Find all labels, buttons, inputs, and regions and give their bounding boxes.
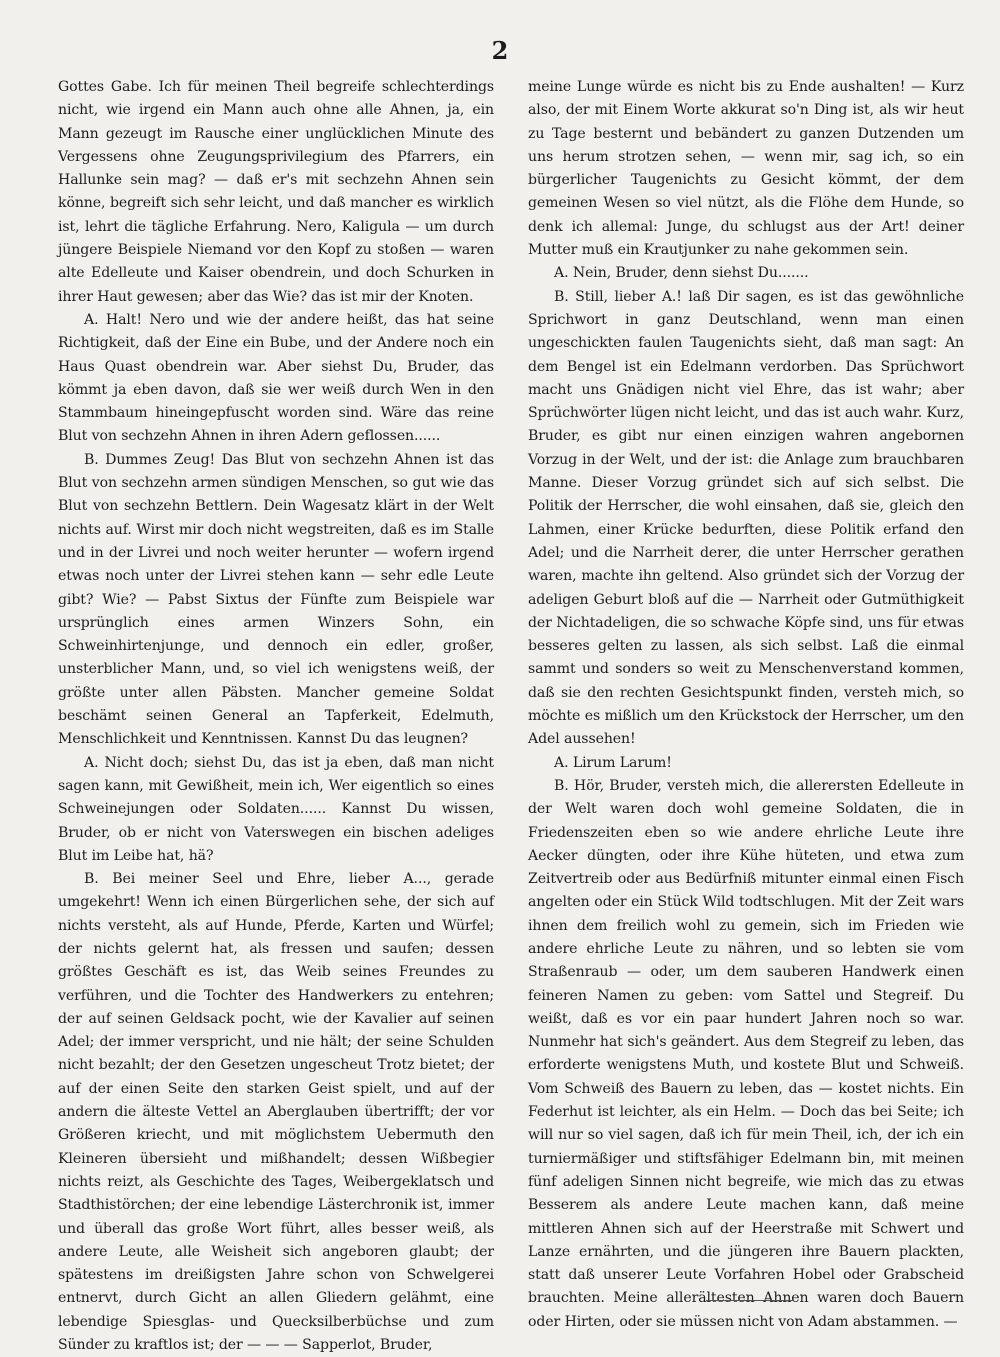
paragraph: A. Nicht doch; siehst Du, das ist ja eben, daß man nicht sagen kann, mit Gewißheit, mein ich, Wer eigentlich so eines Schweinejungen oder Soldaten...... Kannst Du wissen, Bruder, ob er nicht von Vaterswegen ein bischen adeliges Blut im Leibe hat, hä?	[58, 754, 494, 864]
paragraph: A. Halt! Nero und wie der andere heißt, das hat seine Richtigkeit, daß der Eine ein Bube, und der Andere noch ein Haus Quast obendrein war. Aber siehst Du, Bruder, das kömmt ja eben davon, daß sie wer weiß durch Wen in den Stammbaum hineingepfuscht worden sind. Wäre das reine Blut von sechzehn Ahnen in ihren Adern geflossen......	[58, 311, 494, 445]
page-number: 2	[491, 36, 509, 65]
paragraph: Gottes Gabe. Ich für meinen Theil begreife schlechterdings nicht, wie irgend ein Mann auch ohne alle Ahnen, ja, ein Mann gezeugt im Rausche einer unglücklichen Minute des Vergessens ohne Zeugungsprivilegium des Pfarrers, ein Hallunke sein mag? — daß er's mit sechzehn Ahnen sein könne, begreift sich sehr leicht, und daß mancher es wirklich ist, lehrt die tägliche Erfahrung. Nero, Kaligula — um durch jüngere Beispiele Niemand vor den Kopf zu stoßen — waren alte Edelleute und Kaiser obendrein, und doch Schurken in ihrer Haut gewesen; aber das Wie? das ist mir der Knoten.	[58, 79, 494, 305]
right-column	[528, 76, 964, 1334]
paragraph: B. Still, lieber A.! laß Dir sagen, es ist das gewöhnliche Sprichwort in ganz Deutschland, wenn man einen ungeschickten faulen Taugenichts sieht, daß man sagt: An dem Bengel ist ein Edelmann verdorben. Das Sprüchwort macht uns Gnädigen nicht viel Ehre, das ist wahr; aber Sprüchwörter lügen nicht leicht, und das ist auch wahr. Kurz, Bruder, es gibt nur einen einzigen wahren angebornen Vorzug in der Welt, und der ist: die Anlage zum brauchbaren Manne. Dieser Vorzug gründet sich auf sich selbst. Die Politik der Herrscher, die wohl einsahen, daß sie, gleich den Lahmen, einer Krücke bedurften, diese Politik erfand den Adel; und die Narrheit derer, die unter Herrscher gerathen waren, machte ihn geltend. Also gründet sich der Vorzug der adeligen Geburt bloß auf die — Narrheit oder Gutmüthigkeit der Nichtadeligen, die so schwache Köpfe sind, uns für etwas besseres gelten zu lassen, als sich selbst. Laß die einmal sammt und sonders so weit zu Menschenverstand kommen, daß sie den rechten Gesichtspunkt finden, versteh mich, so möchte es mißlich um den Krückstock der Herrscher, um den Adel aussehen!	[528, 288, 964, 748]
paragraph: A. Lirum Larum!	[554, 754, 672, 771]
end-rule	[706, 1300, 794, 1301]
paragraph: B. Dummes Zeug! Das Blut von sechzehn Ahnen ist das Blut von sechzehn armen sündigen Menschen, so gut wie das Blut von sechzehn Bettlern. Dein Wagesatz klärt in der Welt nichts auf. Wirst mir doch nicht wegstreiten, daß es im Stalle und in der Livrei und noch weiter herunter — wofern irgend etwas noch unter der Livrei stehen kann — sehr edle Leute gibt? Wie? — Pabst Sixtus der Fünfte zum Beispiele war ursprünglich eines armen Winzers Sohn, ein Schweinhirtenjunge, und dennoch ein edler, großer, unsterblicher Mann, und, so viel ich wenigstens weiß, der größte unter allen Päbsten. Mancher gemeine Soldat beschämt seinen General an Tapferkeit, Edelmuth, Menschlichkeit und Kenntnissen. Kannst Du das leugnen?	[58, 451, 494, 748]
paragraph: meine Lunge würde es nicht bis zu Ende aushalten! — Kurz also, der mit Einem Worte akkurat so'n Ding ist, als wir heut zu Tage besternt und bebändert zu ganzen Dutzenden um uns herum strotzen sehen, — wenn mir, sag ich, so ein bürgerlicher Taugenichts zu Gesicht kömmt, der dem gemeinen Wesen so viel nützt, als die Flöhe dem Hunde, so denk ich allemal: Junge, du schlugst aus der Art! deiner Mutter muß ein Krautjunker zu nahe gekommen sein.	[528, 79, 964, 259]
paragraph: B. Bei meiner Seel und Ehre, lieber A..., gerade umgekehrt! Wenn ich einen Bürgerlichen sehe, der sich auf nichts versteht, als auf Hunde, Pferde, Karten und Würfel; der nichts gelernt hat, als fressen und saufen; dessen größtes Geschäft es ist, das Weib seines Freundes zu verführen, und die Tochter des Handwerkers zu entehren; der auf seinen Geldsack pocht, wie der Kavalier auf seinen Adel; der immer verspricht, und nie hält; der seine Schulden nicht bezahlt; der den Gesetzen ungescheut Trotz bietet; der auf der einen Seite den starken Geist spielt, und auf der andern die älteste Vettel an Aberglauben übertrifft; der vor Größeren kriecht, und mit möglichstem Uebermuth den Kleineren übersieht und mißhandelt; dessen Wißbegier nichts reizt, als Geschichte des Tages, Weibergeklatsch und Stadthistörchen; der eine lebendige Lästerchronik ist, immer und überall das große Wort führt, alles besser weiß, als andere Leute, alle Weisheit sich angeboren glaubt; der spätestens im dreißigsten Jahre schon von Schwelgerei entnervt, durch Gicht an allen Gliedern gelähmt, eine lebendige Spiesglas- und Quecksilberbüchse und zum Sünder zu kraftlos ist; der — — — Sapperlot, Bruder,	[58, 871, 494, 1354]
paragraph: A. Nein, Bruder, denn siehst Du.......	[554, 265, 809, 282]
left-column	[58, 76, 494, 1357]
paragraph: B. Hör, Bruder, versteh mich, die allerersten Edelleute in der Welt waren doch wohl gemeine Soldaten, die in Friedenszeiten eben so wie andere ehrliche Leute ihre Aecker düngten, oder ihre Kühe hüteten, und etwa zum Zeitvertreib oder aus Bedürfniß mitunter einmal einen Fisch angelten oder ein Stück Wild todtschlugen. Mit der Zeit wars ihnen dem freilich wohl zu gemein, sich im Frieden wie andere ehrliche Leute zu nähren, und so lebten sie vom Straßenraub — oder, um dem sauberen Handwerk einen feineren Namen zu geben: vom Sattel und Stegreif. Du weißt, daß es vor ein paar hundert Jahren noch so war. Nunmehr hat sich's geändert. Aus dem Stegreif zu leben, das erforderte wenigstens Muth, und kostete Blut und Schweiß. Vom Schweiß des Bauern zu leben, das — kostet nichts. Ein Federhut ist leichter, als ein Helm. — Doch das bei Seite; ich will nur so viel sagen, daß ich für mein Theil, ich, der ich ein turniermäßiger und stiftsfähiger Edelmann bin, mit meinen fünf adeligen Sinnen nicht begreife, wie mich das zu etwas Besserem als andere Leute machen kann, daß meine mittleren Ahnen sich auf der Heerstraße mit Schwert und Lanze ernährten, und die jüngeren ihre Bauern plackten, statt daß unserer Leute Vorfahren Hobel oder Grabscheid brauchten. Meine allerältesten Ahnen waren doch Bauern oder Hirten, oder sie müssen nicht von Adam abstammen. —	[528, 777, 964, 1330]
